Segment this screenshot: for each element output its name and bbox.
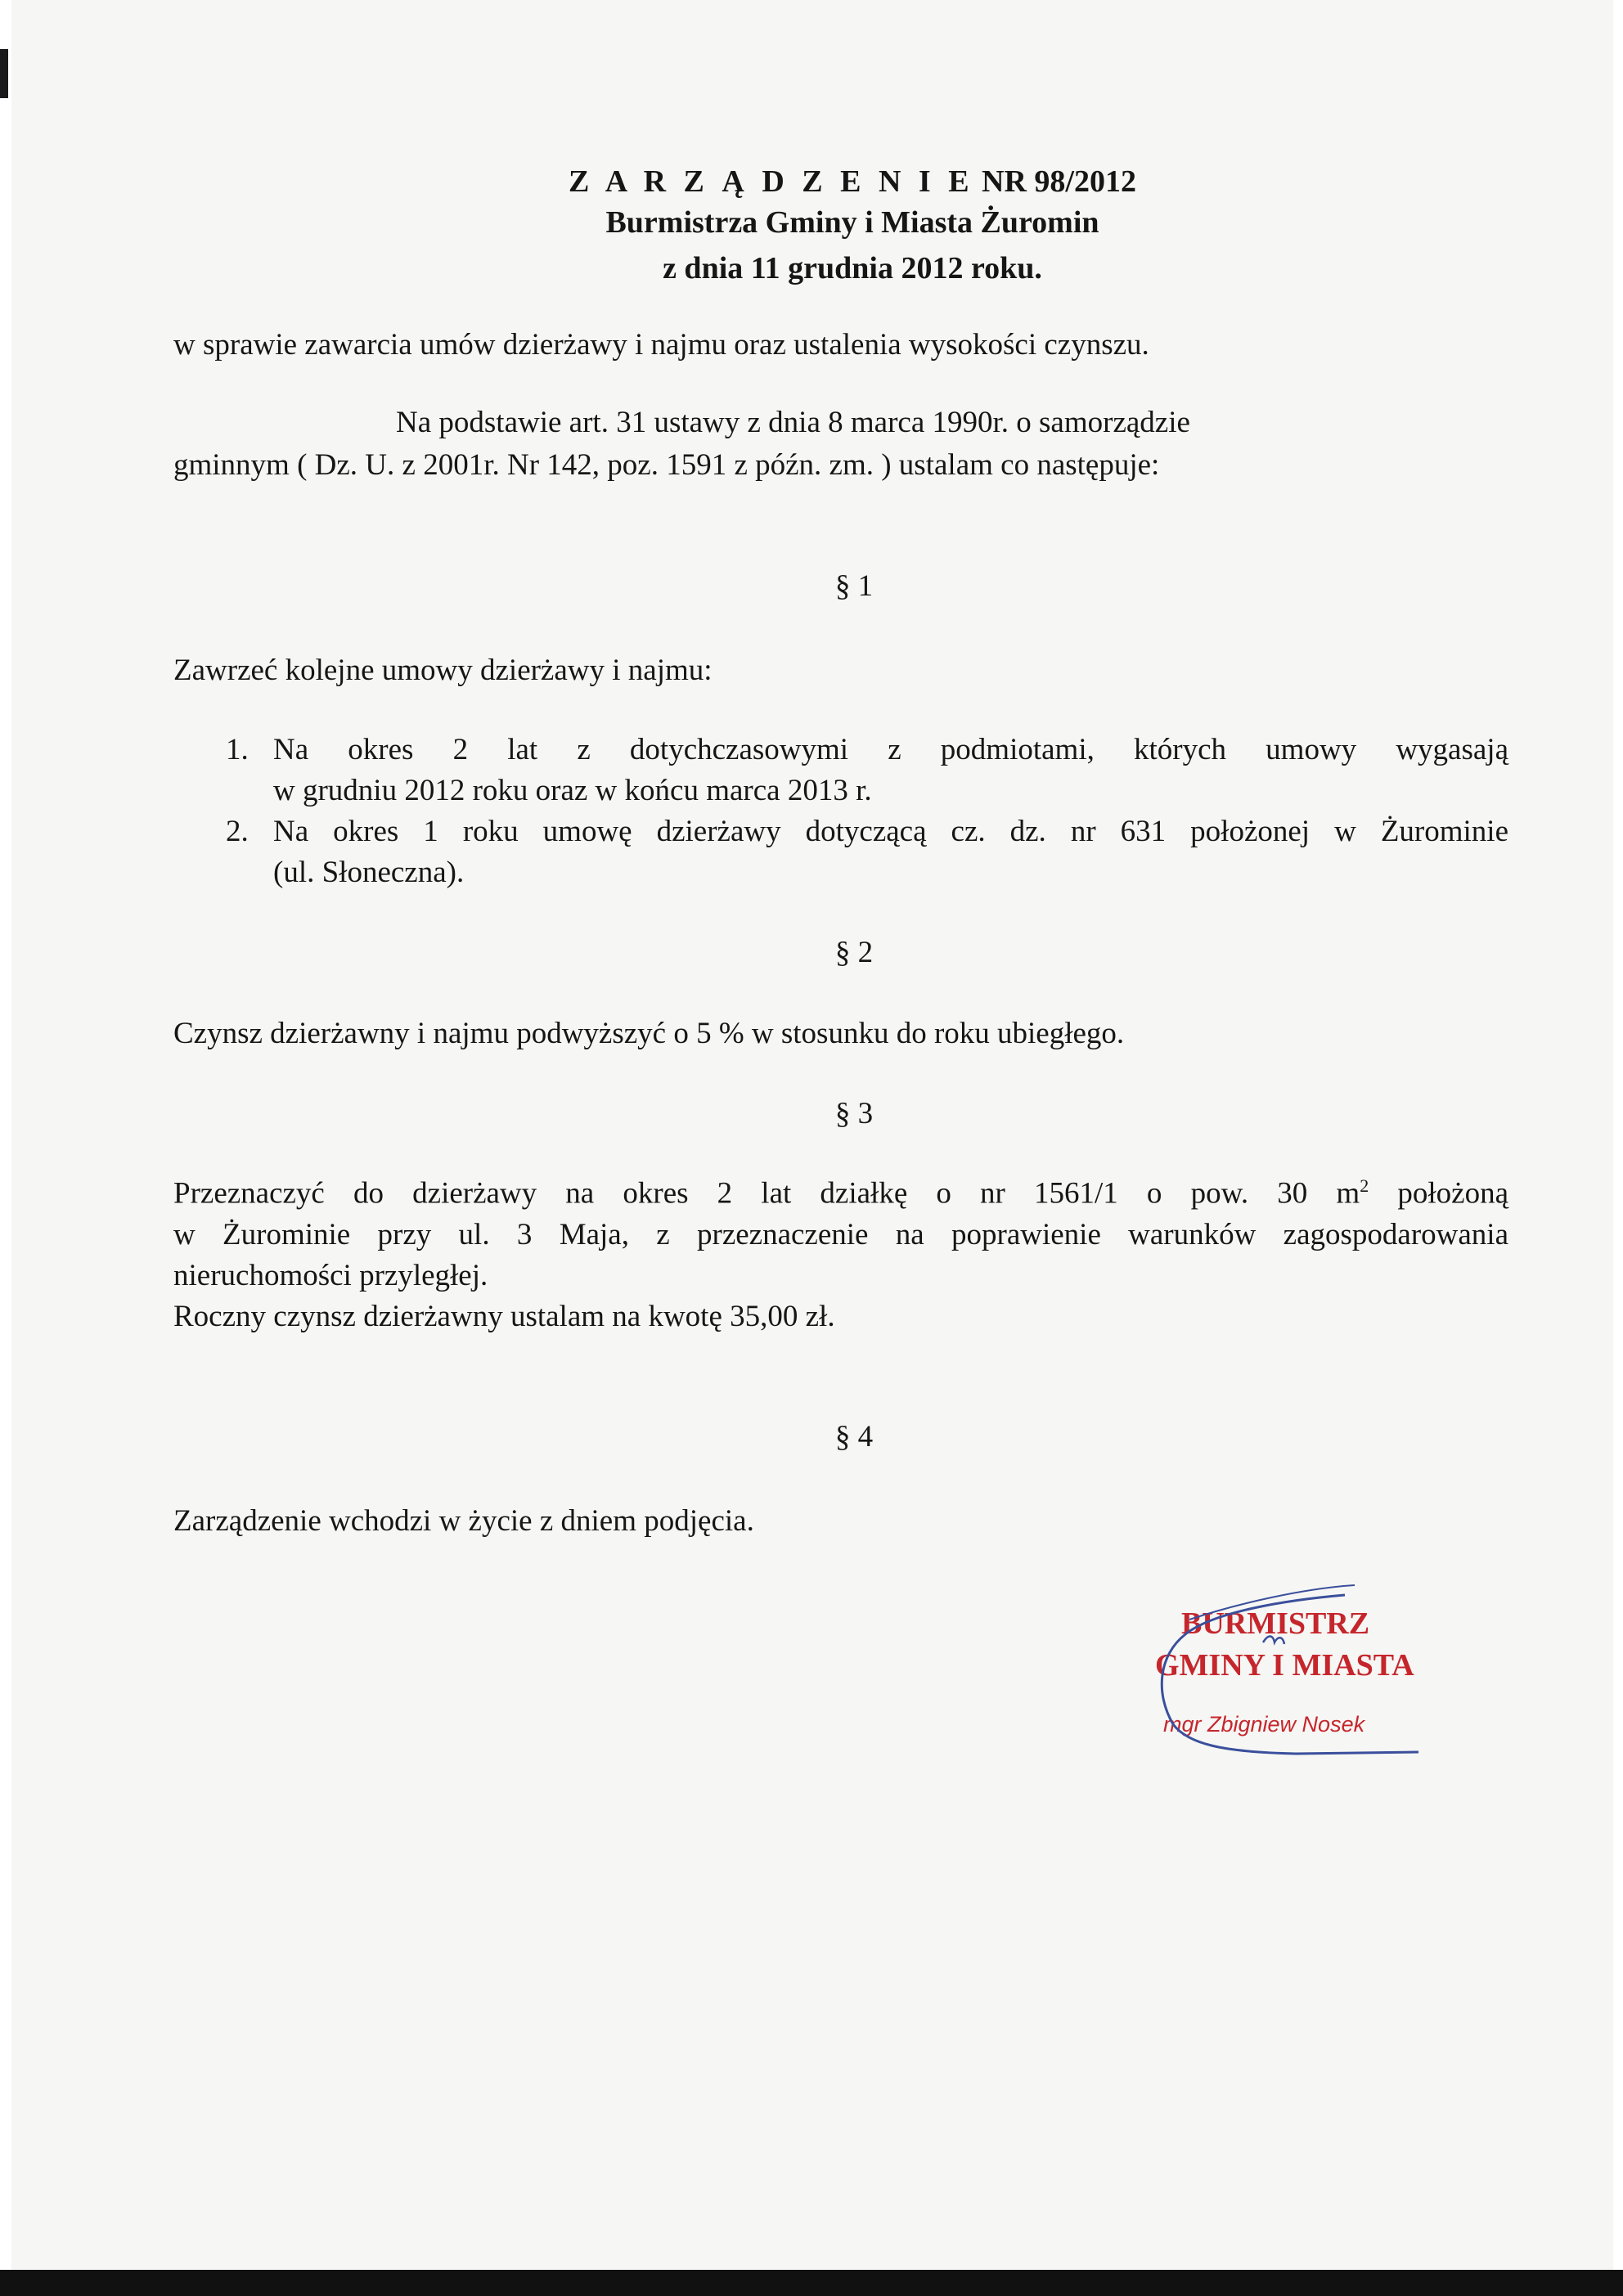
- document-subject: w sprawie zawarcia umów dzierżawy i najmu oraz ustalenia wysokości czynszu.: [173, 328, 1149, 362]
- list-item-2-number: 2.: [226, 815, 249, 848]
- section-4-text: Zarządzenie wchodzi w życie z dniem podjęcia.: [173, 1504, 754, 1538]
- section-3-line-1: [173, 1175, 1508, 1211]
- document-title: [11, 164, 1623, 200]
- list-item-1-line-2: w grudniu 2012 roku oraz w końcu marca 2013 r.: [273, 774, 872, 807]
- scan-bottom-edge: [0, 2270, 1623, 2296]
- list-item-1-line-1: Na okres 2 lat z dotychczasowymi z podmiotami, których umowy wygasają: [273, 733, 1508, 766]
- legal-basis-line-2: gminnym ( Dz. U. z 2001r. Nr 142, poz. 1591 z późn. zm. ) ustalam co następuje:: [173, 448, 1160, 482]
- section-3-line-4: Roczny czynsz dzierżawny ustalam na kwotę 35,00 zł.: [173, 1300, 835, 1333]
- document-issuer: Burmistrza Gminy i Miasta Żuromin: [605, 205, 1099, 240]
- section-3-line-1-text: Przeznaczyć do dzierżawy na okres 2 lat działkę o nr 1561/1 o pow. 30 m: [173, 1176, 1360, 1211]
- section-3-line-2: w Żurominie przy ul. 3 Maja, z przeznaczenie na poprawienie warunków zagospodarowania: [173, 1218, 1508, 1251]
- stamp-title: BURMISTRZ: [1181, 1606, 1370, 1641]
- document-date: z dnia 11 grudnia 2012 roku.: [663, 251, 1042, 285]
- stamp-office: GMINY I MIASTA: [1155, 1648, 1414, 1683]
- legal-basis-line-1: Na podstawie art. 31 ustawy z dnia 8 marca 1990r. o samorządzie: [396, 406, 1190, 439]
- section-3-line-3: nieruchomości przyległej.: [173, 1259, 488, 1292]
- section-2-text: Czynsz dzierżawny i najmu podwyższyć o 5 % w stosunku do roku ubiegłego.: [173, 1017, 1125, 1050]
- section-2-heading: § 2: [834, 936, 874, 969]
- title-word: Z A R Z Ą D Z E N I E: [569, 164, 974, 199]
- section-3-line-1-end: położoną: [1369, 1176, 1508, 1211]
- document-page: [11, 0, 1613, 2270]
- section-4-heading: § 4: [834, 1420, 874, 1454]
- stamp-name: mgr Zbigniew Nosek: [1163, 1712, 1365, 1737]
- superscript-2: 2: [1360, 1175, 1369, 1196]
- title-number: NR 98/2012: [982, 164, 1136, 199]
- section-1-intro: Zawrzeć kolejne umowy dzierżawy i najmu:: [173, 654, 713, 687]
- list-item-2-line-2: (ul. Słoneczna).: [273, 856, 465, 889]
- section-1-heading: § 1: [834, 569, 874, 603]
- handwritten-signature: [1140, 1570, 1435, 1767]
- section-3-heading: § 3: [834, 1097, 874, 1130]
- list-item-1-number: 1.: [226, 733, 249, 766]
- scan-left-edge: [0, 0, 11, 2296]
- list-item-2-line-1: Na okres 1 roku umowę dzierżawy dotyczącą cz. dz. nr 631 położonej w Żurominie: [273, 815, 1508, 848]
